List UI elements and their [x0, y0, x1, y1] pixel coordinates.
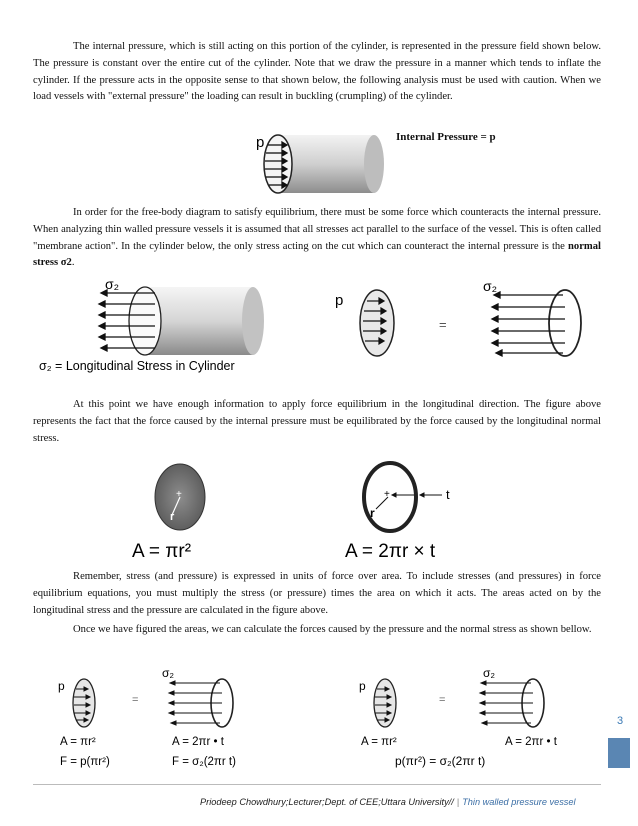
- area-solid-small-2: A = πr²: [361, 736, 397, 748]
- sigma2-symbol-4: σ₂: [483, 666, 496, 680]
- svg-text:+: +: [384, 489, 390, 500]
- area-ring-small: A = 2πr • t: [172, 736, 224, 748]
- sigma2-symbol-1: σ₂: [105, 276, 120, 292]
- longitudinal-stress-label: σ₂ = Longitudinal Stress in Cylinder: [39, 359, 235, 373]
- internal-pressure-label: Internal Pressure = p: [396, 131, 496, 143]
- paragraph-forces: Once we have figured the areas, we can calculate the forces caused by the pressure and the normal stress as shown bellow.: [73, 624, 592, 635]
- footer-author: Priodeep Chowdhury;Lecturer;Dept. of CEE;Uttara University//: [200, 797, 454, 807]
- area-figure: [130, 455, 500, 565]
- footer-separator: |: [456, 797, 460, 807]
- footer-divider: [33, 784, 601, 785]
- svg-text:+: +: [176, 489, 182, 500]
- equals-sign-2: =: [132, 694, 139, 706]
- normal-stress-term: normal stress σ2: [33, 240, 601, 269]
- pressure-symbol: p: [256, 134, 265, 151]
- cylinder-pressure-figure: [250, 125, 390, 199]
- equals-sign-3: =: [439, 694, 446, 706]
- thickness-label: t: [446, 487, 450, 502]
- paragraph-stress-area: Remember, stress (and pressure) is expressed in units of force over area. To include stresses (and pressures) in force equilibrium equations, you must multiply the stress (or pressure) times the area on which it acts. The areas acted on by the longitudinal stress and the pressure are calculated in the figure above.: [33, 571, 601, 616]
- sigma2-symbol-2: σ₂: [483, 278, 498, 294]
- equals-sign: =: [439, 317, 447, 332]
- area-solid-small: A = πr²: [60, 736, 96, 748]
- area-solid-label: A = πr²: [132, 541, 192, 562]
- equilibrium-equation: p(πr²) = σ₂(2πr t): [395, 754, 486, 768]
- footer: [200, 797, 576, 807]
- radius-label-2: r: [370, 506, 375, 520]
- force-figure-right: [355, 665, 605, 773]
- force-sigma-label: F = σ₂(2πr t): [172, 756, 236, 768]
- area-ring-label: A = 2πr × t: [345, 541, 436, 562]
- pressure-symbol-3: p: [58, 679, 65, 693]
- paragraph-force-equilibrium: At this point we have enough information to apply force equilibrium in the longitudinal direction. The figure above represents the fact that the force caused by the internal pressure must be equilibrated by the force caused by the longitudinal normal stress.: [33, 399, 601, 444]
- radius-label-1: r: [170, 511, 175, 523]
- force-figure-left: [50, 665, 280, 773]
- force-pressure-label: F = p(πr²): [60, 756, 110, 768]
- paragraph-internal-pressure: The internal pressure, which is still acting on this portion of the cylinder, is represented in the pressure field shown below. The pressure is constant over the entire cut of the cylinder. Note that we draw the pressure in a manner which tends to inflate the cylinder. If the pressure acts in the opposite sense to that shown below, the following analysis must be used with caution. When we load vessels with "external pressure" the loading can result in buckling (crumpling) of the cylinder.: [33, 41, 601, 103]
- page-number: 3: [617, 715, 624, 727]
- longitudinal-stress-figure: [35, 275, 595, 385]
- page-tab-icon: [608, 738, 630, 768]
- paragraph-free-body: In order for the free-body diagram to satisfy equilibrium, there must be some force which counteracts the internal pressure. When analyzing thin walled pressure vessels it is assumed that all stresses act parallel to the surface of the vessel. This is often called "membrane action". In the cylinder below, the only stress acting on the cut which can counteract the internal pressure is the normal stress σ2.: [33, 207, 601, 269]
- sigma2-symbol-3: σ₂: [162, 666, 175, 680]
- pressure-symbol-2: p: [335, 292, 344, 309]
- area-ring-small-2: A = 2πr • t: [505, 736, 557, 748]
- pressure-symbol-4: p: [359, 679, 366, 693]
- footer-title: Thin walled pressure vessel: [462, 797, 576, 807]
